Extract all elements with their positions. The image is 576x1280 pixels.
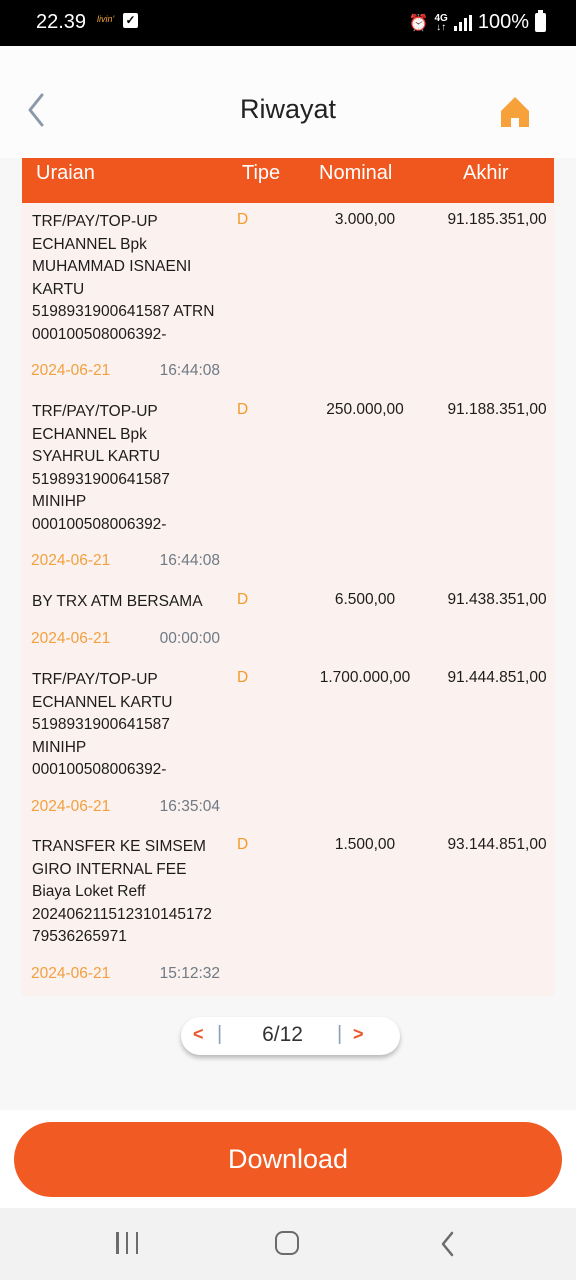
pagination <box>181 1017 400 1055</box>
status-bar <box>0 0 576 46</box>
back-nav-icon[interactable] <box>438 1230 458 1258</box>
row-description: TRF/PAY/TOP-UP ECHANNEL KARTU 5198931900641587 MINIHP 000100508006392- <box>32 671 173 778</box>
livin-app-icon: livin' <box>97 14 115 24</box>
app-header <box>0 46 576 158</box>
row-akhir: 91.438.351,00 <box>447 591 547 608</box>
row-type: D <box>237 211 249 228</box>
page-indicator: 6/12 <box>262 1023 303 1046</box>
alarm-icon: ⏰ <box>408 14 429 32</box>
row-date: 2024-06-21 <box>31 630 111 647</box>
recent-apps-icon[interactable] <box>116 1232 138 1254</box>
status-time: 22.39 <box>36 11 87 33</box>
row-nominal: 3.000,00 <box>334 211 396 228</box>
network-type: 4G ↓↑ <box>434 12 448 33</box>
row-nominal: 1.700.000,00 <box>319 669 411 686</box>
row-description: TRANSFER KE SIMSEM GIRO INTERNAL FEE Biaya Loket Reff 20240621151231014517​2 79536265971 <box>32 838 212 945</box>
row-date: 2024-06-21 <box>31 362 111 379</box>
row-time: 16:44:08 <box>159 362 220 379</box>
row-description: BY TRX ATM BERSAMA <box>32 593 203 610</box>
row-type: D <box>237 669 249 686</box>
battery-percent: 100% <box>477 11 529 33</box>
home-button[interactable] <box>497 94 533 130</box>
row-nominal: 1.500,00 <box>334 836 396 853</box>
row-type: D <box>237 836 249 853</box>
system-nav-bar <box>0 1208 576 1280</box>
row-time: 16:35:04 <box>159 798 220 815</box>
row-akhir: 91.185.351,00 <box>447 211 547 228</box>
footer <box>0 1110 576 1208</box>
history-table <box>22 158 554 996</box>
signal-icon <box>454 15 472 31</box>
row-akhir: 91.188.351,00 <box>447 401 547 418</box>
battery-icon <box>535 13 546 32</box>
status-indicators <box>409 11 546 34</box>
prev-page-button[interactable]: < <box>193 1024 204 1044</box>
row-akhir: 91.444.851,00 <box>447 669 547 686</box>
pagination-divider: | <box>337 1023 343 1045</box>
checkbox-notification-icon: ✓ <box>123 13 138 28</box>
row-description: TRF/PAY/TOP-UP ECHANNEL Bpk SYAHRUL KARTU 5198931900641587 MINIHP 000100508006392- <box>32 403 170 533</box>
pagination-divider: | <box>217 1023 223 1045</box>
row-date: 2024-06-21 <box>31 798 111 815</box>
row-nominal: 250.000,00 <box>326 401 404 418</box>
home-nav-icon[interactable] <box>275 1231 299 1255</box>
row-type: D <box>237 401 249 418</box>
row-description: TRF/PAY/TOP-UP ECHANNEL Bpk MUHAMMAD ISNAENI KARTU 5198931900641587 ATRN 000100508006392- <box>32 213 215 343</box>
column-header-tipe: Tipe <box>242 162 281 184</box>
row-akhir: 93.144.851,00 <box>447 836 547 853</box>
table-header <box>22 158 554 203</box>
row-date: 2024-06-21 <box>31 965 111 982</box>
row-date: 2024-06-21 <box>31 552 111 569</box>
row-time: 16:44:08 <box>159 552 220 569</box>
row-nominal: 6.500,00 <box>334 591 396 608</box>
column-header-uraian: Uraian <box>36 162 95 184</box>
row-time: 00:00:00 <box>159 630 220 647</box>
row-time: 15:12:32 <box>159 965 220 982</box>
download-button[interactable]: Download <box>14 1122 562 1197</box>
column-header-nominal: Nominal <box>319 162 393 184</box>
column-header-akhir: Akhir <box>463 162 509 184</box>
page-title: Riwayat <box>239 94 337 124</box>
row-type: D <box>237 591 249 608</box>
next-page-button[interactable]: > <box>353 1024 364 1044</box>
